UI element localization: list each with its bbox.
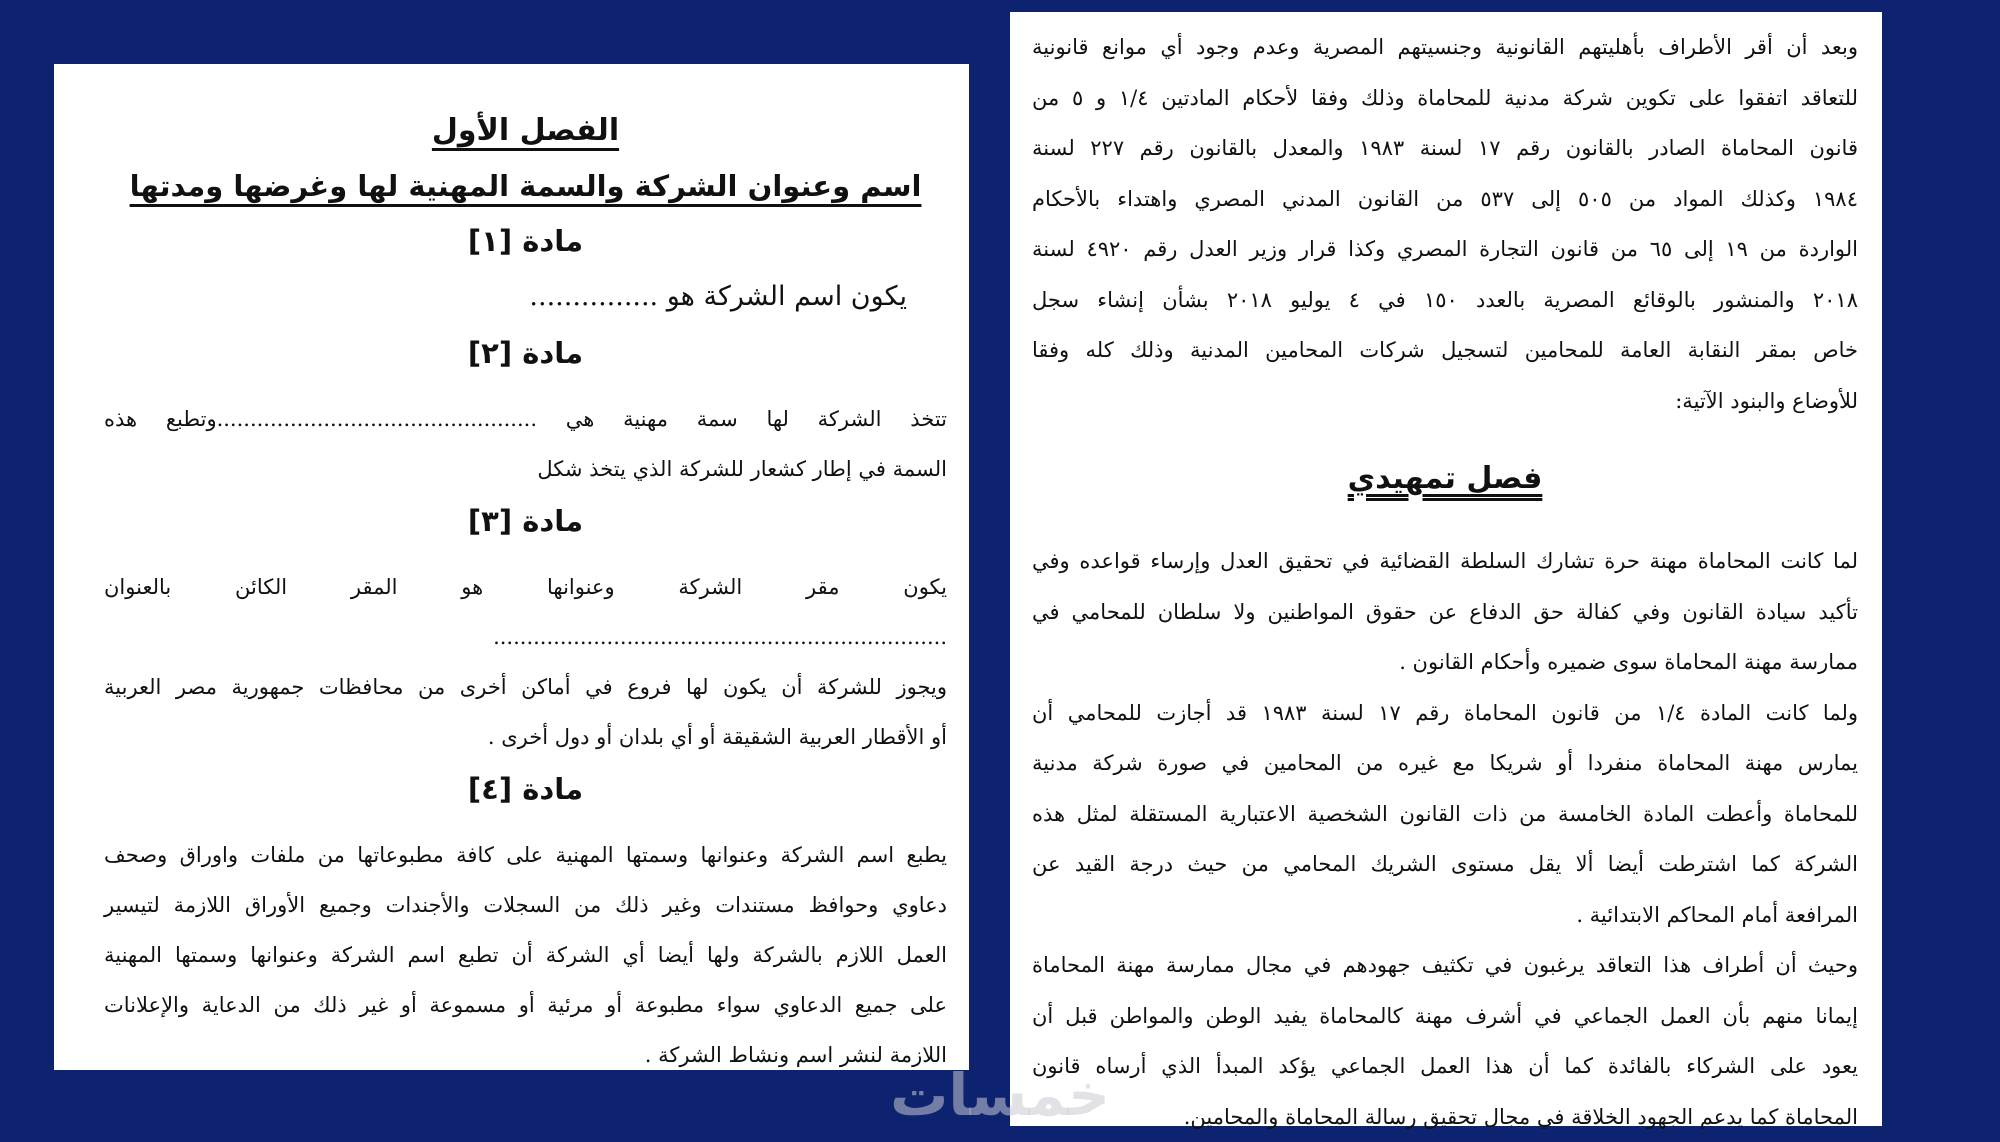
article-2-line: تتخذ الشركة لها سمة مهنية هي ................................................وتطبع هذه xyxy=(104,394,947,444)
paragraph-3-line: إيمانا منهم بأن العمل الجماعي في أشرف مهنة كالمحاماة يفيد الوطن والمواطن قبل أن xyxy=(1032,991,1858,1042)
paragraph-3-line: وحيث أن أطراف هذا التعاقد يرغبون في تكثيف جهودهم في مجال ممارسة مهنة المحاماة xyxy=(1032,940,1858,991)
chapter-subtitle: اسم وعنوان الشركة والسمة المهنية لها وغرضها ومدتها xyxy=(104,158,947,214)
article-4-line: يطبع اسم الشركة وعنوانها وسمتها المهنية على كافة مطبوعاتها من ملفات واوراق وصحف xyxy=(104,830,947,880)
paragraph-2-line: المرافعة أمام المحاكم الابتدائية . xyxy=(1032,890,1858,941)
article-3-line: .................................................................... xyxy=(104,612,947,662)
article-2-heading: مادة [٢] xyxy=(104,326,947,380)
article-1-text: يكون اسم الشركة هو ............... xyxy=(104,268,947,326)
right-document-page xyxy=(1010,12,1882,1126)
paragraph-1-line: لما كانت المحاماة مهنة حرة تشارك السلطة القضائية في تحقيق العدل وإرساء قواعده وفي xyxy=(1032,536,1858,587)
opening-line: للأوضاع والبنود الآتية: xyxy=(1032,376,1858,427)
article-2-line: السمة في إطار كشعار للشركة الذي يتخذ شكل xyxy=(104,444,947,494)
watermark-logo: خمسات xyxy=(860,1060,1140,1130)
article-3-line: ويجوز للشركة أن يكون لها فروع في أماكن أخرى من محافظات جمهورية مصر العربية xyxy=(104,662,947,712)
paragraph-2-line: ولما كانت المادة ١/٤ من قانون المحاماة رقم ١٧ لسنة ١٩٨٣ قد أجازت للمحامي أن xyxy=(1032,688,1858,739)
article-3-line: أو الأقطار العربية الشقيقة أو أي بلدان أو دول أخرى . xyxy=(104,712,947,762)
opening-line: الواردة من ١٩ إلى ٦٥ من قانون التجارة المصري وكذا قرار وزير العدل رقم ٤٩٢٠ لسنة xyxy=(1032,224,1858,275)
opening-line: ٢٠١٨ والمنشور بالوقائع المصرية بالعدد ١٥٠ في ٤ يوليو ٢٠١٨ بشأن إنشاء سجل xyxy=(1032,275,1858,326)
article-4-line: اللازمة لنشر اسم ونشاط الشركة . xyxy=(104,1030,947,1080)
opening-line: قانون المحاماة الصادر بالقانون رقم ١٧ لسنة ١٩٨٣ والمعدل بالقانون رقم ٢٢٧ لسنة xyxy=(1032,123,1858,174)
paragraph-2-line: للمحاماة وأعطت المادة الخامسة من ذات القانون الشخصية الاعتبارية المستقلة لمثل هذه xyxy=(1032,789,1858,840)
opening-line: للتعاقد اتفقوا على تكوين شركة مدنية للمحاماة وذلك وفقا لأحكام المادتين ١/٤ و ٥ من xyxy=(1032,73,1858,124)
opening-line: خاص بمقر النقابة العامة للمحامين لتسجيل شركات المحامين المدنية وذلك كله وفقا xyxy=(1032,325,1858,376)
chapter-title: الفصل الأول xyxy=(104,104,947,158)
article-3-line: يكون مقر الشركة وعنوانها هو المقر الكائن بالعنوان xyxy=(104,562,947,612)
paragraph-1-line: ممارسة مهنة المحاماة سوى ضميره وأحكام القانون . xyxy=(1032,637,1858,688)
article-1-heading: مادة [١] xyxy=(104,214,947,268)
article-3-heading: مادة [٣] xyxy=(104,494,947,548)
article-4-heading: مادة [٤] xyxy=(104,762,947,816)
paragraph-2-line: الشركة كما اشترطت أيضا ألا يقل مستوى الشريك المحامي من حيث درجة القيد عن xyxy=(1032,839,1858,890)
paragraph-2-line: يمارس مهنة المحاماة منفردا أو شريكا مع غيره من المحامين في صورة شركة مدنية xyxy=(1032,738,1858,789)
article-4-line: على جميع الدعاوي سواء مطبوعة أو مرئية أو مسموعة أو غير ذلك من الدعاية والإعلانات xyxy=(104,980,947,1030)
opening-line: وبعد أن أقر الأطراف بأهليتهم القانونية وجنسيتهم المصرية وعدم وجود أي موانع قانونية xyxy=(1032,22,1858,73)
left-document-page xyxy=(54,64,969,1070)
opening-line: ١٩٨٤ وكذلك المواد من ٥٠٥ إلى ٥٣٧ من القانون المدني المصري واهتداء بالأحكام xyxy=(1032,174,1858,225)
paragraph-1-line: تأكيد سيادة القانون وفي كفالة حق الدفاع عن حقوق المواطنين ولا سلطان للمحامي في xyxy=(1032,587,1858,638)
paragraph-3-line: المحاماة كما يدعم الجهود الخلاقة في مجال تحقيق رسالة المحاماة والمحامين. xyxy=(1032,1092,1858,1142)
article-4-line: العمل اللازم بالشركة ولها أيضا أي الشركة أن تطبع اسم الشركة وعنوانها وسمتها المهنية xyxy=(104,930,947,980)
article-4-line: دعاوي وحوافظ مستندات وغير ذلك من السجلات والأجندات وجميع الأوراق اللازمة لتيسير xyxy=(104,880,947,930)
intro-chapter-title: فصل تمهيدي xyxy=(1032,448,1858,510)
paragraph-3-line: يعود على الشركاء بالفائدة كما أن هذا العمل الجماعي يؤكد المبدأ الذي أرساه قانون xyxy=(1032,1041,1858,1092)
